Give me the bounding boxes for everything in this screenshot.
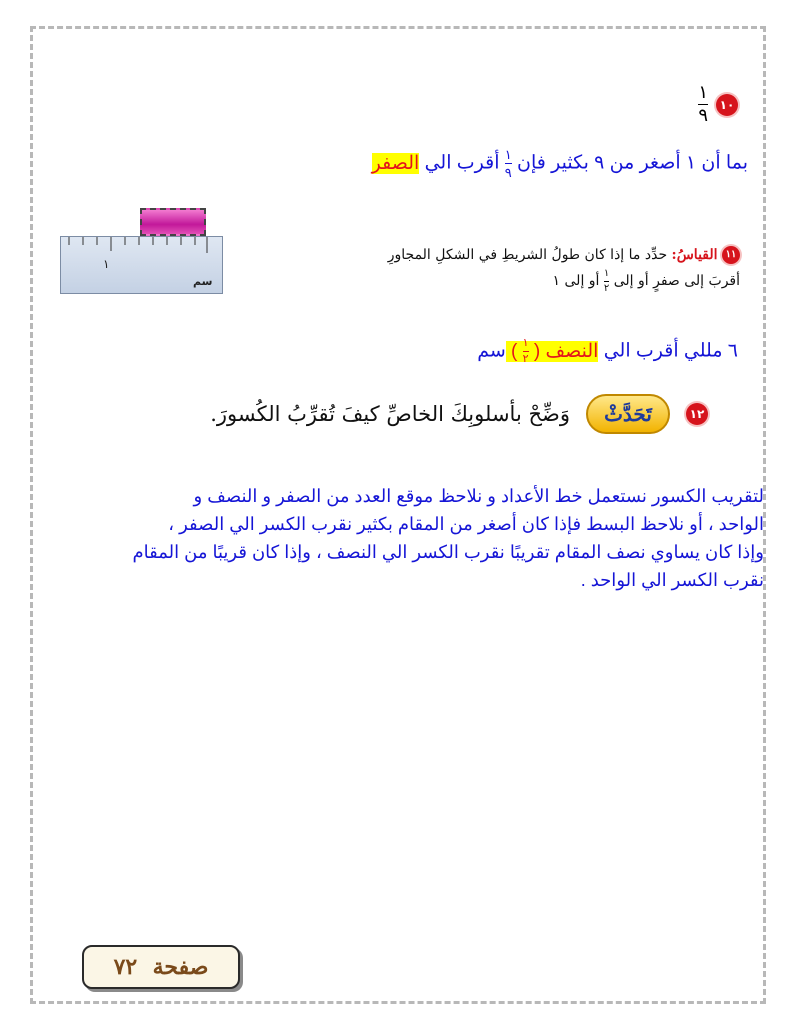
exercise-11: ١١ القياسُ: حدِّد ما إذا كان طولُ الشريطِ في الشكلِ المجاورِ أقربَ إلى صفرٍ أو إلى $\frac{١}{٢}$ أو إلى ١ — [387, 247, 740, 294]
exercise-prompt: وَضِّحْ بأسلوبِكَ الخاصِّ كيفَ تُقرِّبُ الكُسورَ. — [210, 402, 570, 426]
exercise-number-badge: ١٢ — [686, 403, 708, 425]
exercise-number-badge: ١١ — [722, 246, 740, 264]
fraction-one-half: $\frac{١}{٢}$ — [603, 267, 610, 294]
page-number-label: صفحة ٧٢ — [82, 945, 240, 989]
fraction-one-ninth-inline: $\frac{١}{٩}$ — [504, 147, 512, 180]
answer-12: لتقريب الكسور نستعمل خط الأعداد و نلاحظ موقع العدد من الصفر و النصف و الواحد ، أو نلاحظ البسط فإذا كان أصغر من المقام بكثير نقرب الكسر الي الصفر ، وإذا كان يساوي نصف المقام تقريبًا نقرب الكسر الي النصف ، وإذا كان قريبًا من المقام نقرب الكسر الي الواحد . — [132, 486, 764, 590]
ruler-unit: سم — [193, 275, 213, 288]
exercise-label: القياسُ: — [671, 247, 718, 263]
fraction-one-half-answer: $\frac{١}{٢}$ — [522, 337, 529, 365]
answer-10: بما أن ١ أصغر من ٩ بكثير فإن $\frac{١}{٩}$ أقرب الي الصفر — [371, 147, 748, 180]
exercise-number-badge: ١٠ — [716, 94, 738, 116]
ruler-tick-label: ١ — [103, 257, 110, 271]
measured-strip — [140, 208, 206, 236]
answer-11: ٦ مللي أقرب الي النصف ( $\frac{١}{٢}$ ) سم — [477, 337, 738, 365]
exercise-10 — [698, 84, 738, 125]
highlight-zero: الصفر — [371, 152, 420, 174]
fraction-one-ninth: $\frac{١}{٩}$ — [698, 82, 708, 126]
talk-bubble: تَحَدَّثْ — [586, 394, 670, 434]
highlight-half: النصف ( $\frac{١}{٢}$ ) — [506, 341, 599, 362]
exercise-12 — [210, 394, 708, 434]
ruler — [60, 236, 223, 294]
